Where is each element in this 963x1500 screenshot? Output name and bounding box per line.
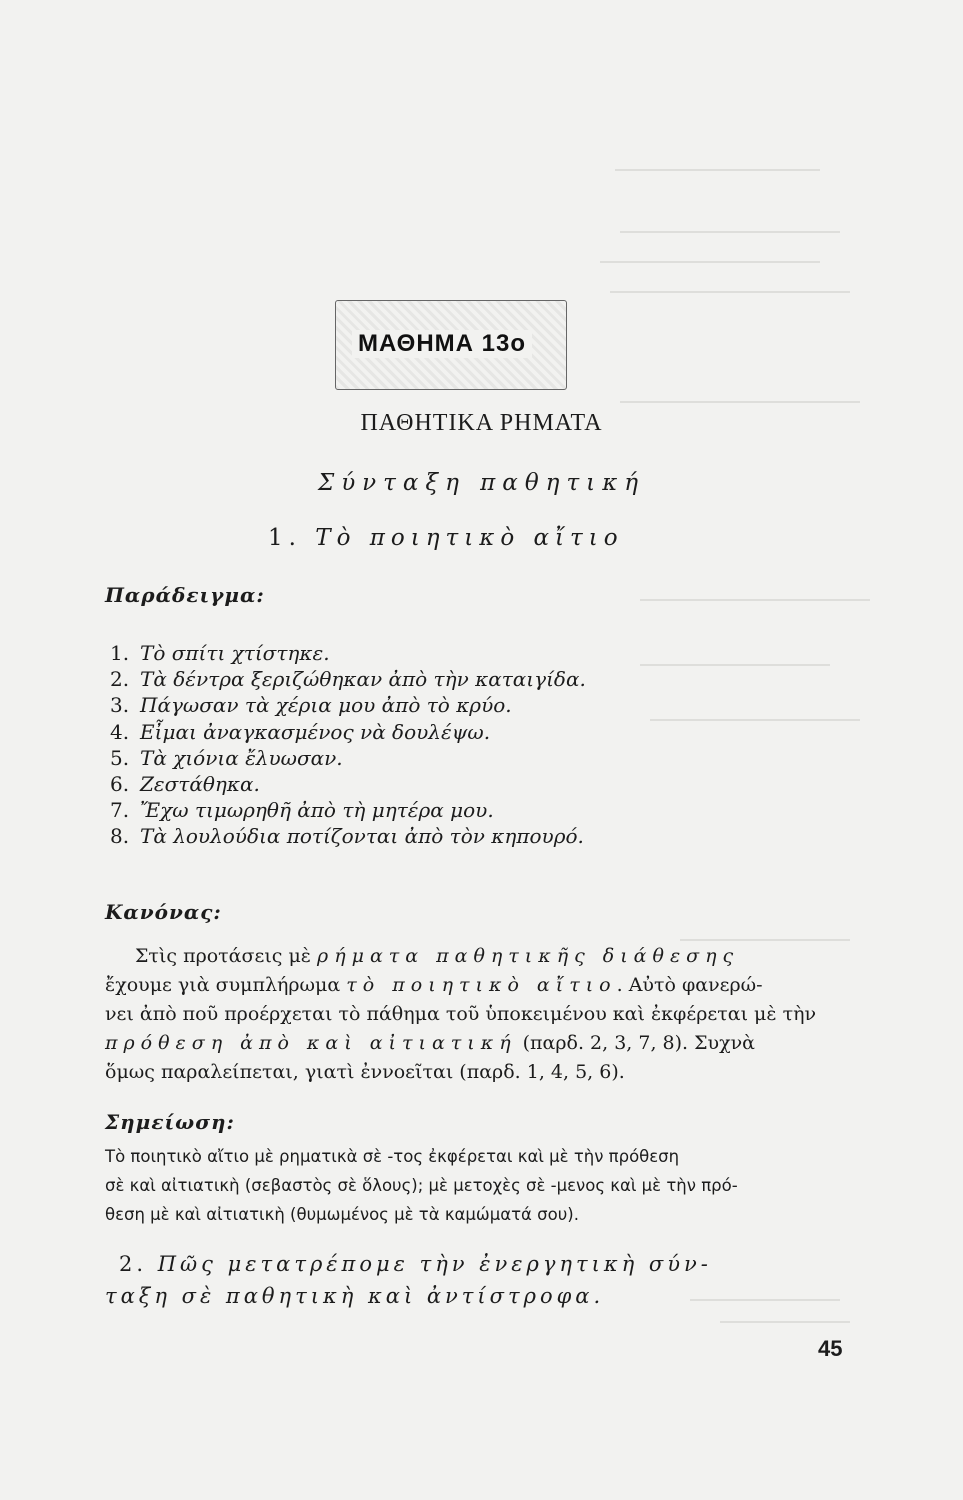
list-item: 7. Ἔχω τιμωρηθῆ ἀπὸ τὴ μητέρα μου. [110, 798, 494, 823]
list-item: 1. Τὸ σπίτι χτίστηκε. [110, 641, 330, 665]
examples-list [110, 640, 586, 850]
chapter-title: ΠΑΘΗΤΙΚΑ ΡΗΜΑΤΑ [360, 410, 603, 436]
note-heading: Σημείωση: [105, 1110, 235, 1134]
rule-heading: Κανόνας: [105, 900, 222, 924]
list-item: 8. Τὰ λουλούδια ποτίζονται ἀπὸ τὸν κηπουρό. [110, 824, 584, 849]
subsection-1-text: Τὸ ποιητικὸ αἴτιο [315, 525, 624, 551]
lesson-label: ΜΑΘΗΜΑ 13ο [352, 330, 532, 358]
page-number: 45 [818, 1336, 843, 1361]
list-item: 3. Πάγωσαν τὰ χέρια μου ἀπὸ τὸ κρύο. [110, 693, 512, 718]
subsection-1-heading [268, 525, 624, 551]
list-item: 4. Εἶμαι ἀναγκασμένος νὰ δουλέψω. [110, 719, 491, 744]
list-item: 5. Τὰ χιόνια ἔλυωσαν. [110, 745, 343, 770]
subsection-1-number: 1. [268, 525, 302, 551]
chapter-subtitle: Σύνταξη παθητική [317, 470, 646, 496]
rule-paragraph: Στὶς προτάσεις μὲ ρήματα παθητικῆς διάθεσης ἔχουμε γιὰ συμπλήρωμα τὸ ποιητικὸ αἴτιο. Αὐτὸ φανερώ- νει ἀπὸ ποῦ προέρχεται τὸ πάθημα τοῦ ὑποκειμένου καὶ ἐκφέρεται μὲ τὴν πρόθεση ἀπὸ καὶ αἰτιατική (παρδ. 2, 3, 7, 8). Συχνὰ ὅμως παραλείπεται, γιατὶ ἐννοεῖται (παρδ. 1, 4, 5, 6). [105, 945, 817, 1083]
examples-heading: Παράδειγμα: [105, 583, 265, 607]
list-item: 2. Τὰ δέντρα ξεριζώθηκαν ἀπὸ τὴν καταιγίδα. [110, 667, 586, 692]
section-2-heading: 2. Πῶς μετατρέπομε τὴν ἐνεργητικὴ σύν- ταξη σὲ παθητικὴ καὶ ἀντίστροφα. [105, 1252, 712, 1308]
list-item: 6. Ζεστάθηκα. [110, 771, 260, 796]
note-paragraph: Τὸ ποιητικὸ αἴτιο μὲ ρηματικὰ σὲ -τος ἐκφέρεται καὶ μὲ τὴν πρόθεση σὲ καὶ αἰτιατικὴ (σεβαστὸς σὲ ὅλους); μὲ μετοχὲς σὲ -μενος καὶ μὲ τὴν πρό- θεση μὲ καὶ αἰτιατικὴ (θυμωμένος μὲ τὰ καμώματά σου). [105, 1147, 738, 1224]
